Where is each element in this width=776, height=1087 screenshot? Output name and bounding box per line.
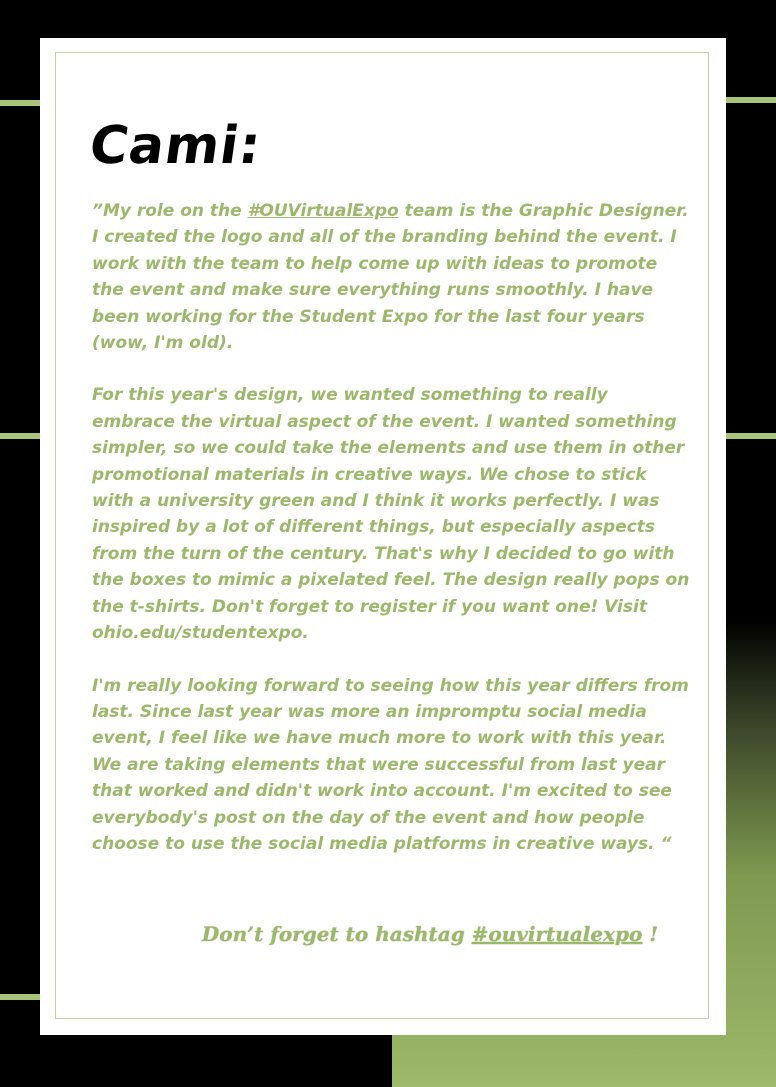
decorative-stripe-right-mid [726, 433, 776, 439]
hashtag-callout [190, 922, 670, 946]
decorative-stripe-left-top [0, 100, 40, 106]
quote-p1-prefix: ”My role on the [92, 201, 248, 221]
quote-paragraph-1 [92, 198, 692, 356]
quote-body [92, 198, 692, 883]
decorative-stripe-left-mid [0, 433, 40, 439]
decorative-stripe-right-top [726, 97, 776, 103]
quote-card [40, 38, 726, 1035]
callout-prefix: Don’t forget to hashtag [201, 922, 472, 946]
quote-paragraph-3: I'm really looking forward to seeing how this year differs from last. Since last year was more an impromptu social media event, I feel like we have much more to work with this year. We are taking elements that were successful from last year that worked and didn't work into account. I'm excited to see everybody's post on the day of the event and how people choose to use the social media platforms in creative ways. “ [92, 675, 689, 854]
hashtag-link[interactable]: #OUVirtualExpo [247, 201, 399, 221]
speaker-name: Cami: [85, 116, 266, 176]
quote-p1-suffix: team is the Graphic Designer. I created the logo and all of the branding behind the event. I work with the team to help come up with ideas to promote the event and make sure everything runs smoothly. I have been working for the Student Expo for the last four years (wow, I'm old). [92, 201, 689, 354]
quote-paragraph-2: For this year's design, we wanted something to really embrace the virtual aspect of the event. I wanted something simpler, so we could take the elements and use them in other promotional materials in creative ways. We chose to stick with a university green and I think it works perfectly. I was inspired by a lot of different things, but especially aspects from the turn of the century. That's why I decided to go with the boxes to mimic a pixelated feel. The design really pops on the t-shirts. Don't forget to register if you want one! Visit ohio.edu/studentexpo. [92, 385, 690, 644]
decorative-stripe-left-bottom [0, 994, 40, 1000]
callout-suffix: ! [642, 922, 659, 946]
callout-hashtag-link[interactable]: #ouvirtualexpo [471, 922, 643, 946]
